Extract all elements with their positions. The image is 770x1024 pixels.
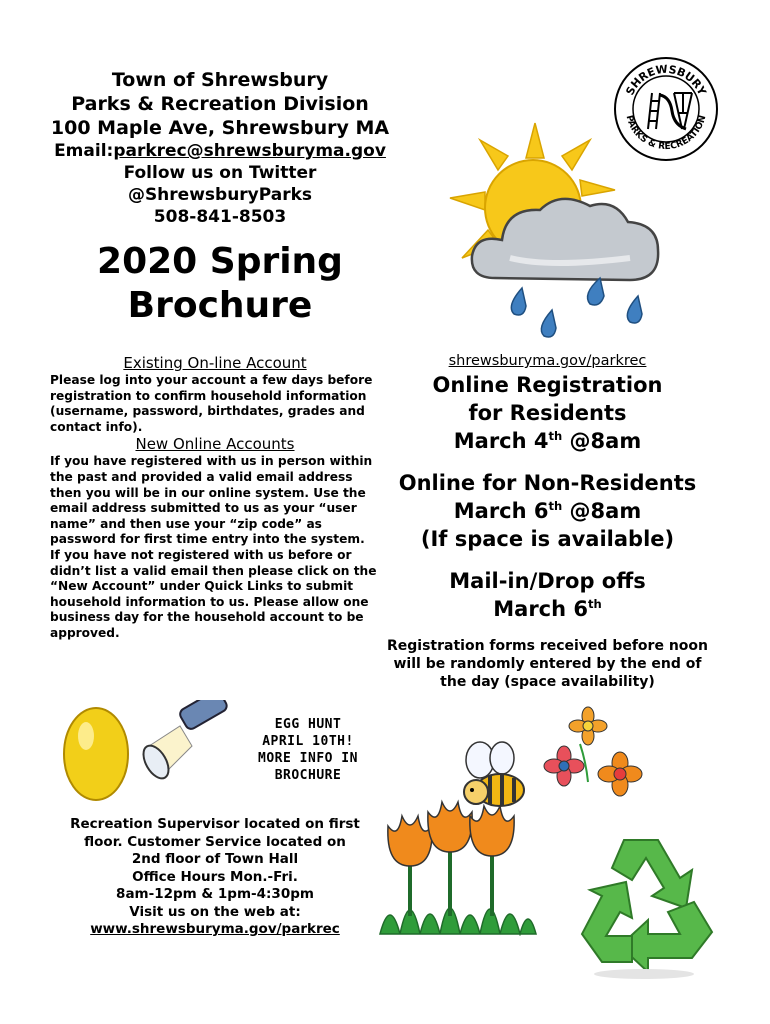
twitter-line: Follow us on Twitter: [123, 163, 317, 183]
tulip-icon: [380, 802, 536, 934]
website-link[interactable]: www.shrewsburyma.gov/parkrec: [90, 921, 340, 937]
weather-illustration: [440, 118, 680, 348]
recycle-icon: [562, 822, 722, 982]
mail-in-heading: Mail-in/Drop offs: [449, 569, 646, 593]
residents-date: March 4th @8am: [453, 429, 642, 453]
title-line-2: Brochure: [127, 285, 313, 326]
mail-in-date: March 6th: [493, 597, 602, 621]
header-block: [40, 68, 400, 228]
title-line-1: 2020 Spring: [97, 241, 343, 282]
flashlight-icon: [138, 700, 228, 783]
residents-line-1: Online Registration: [432, 373, 663, 397]
office-line-1: Recreation Supervisor located on first: [70, 816, 360, 832]
email-line: [40, 140, 400, 162]
logo-top-text: SHREWSBURY: [623, 62, 709, 98]
registration-info: [380, 352, 715, 691]
nonresidents-date: March 6th @8am: [453, 499, 642, 523]
new-accounts-heading: New Online Accounts: [135, 435, 295, 454]
registration-url[interactable]: shrewsburyma.gov/parkrec: [448, 353, 647, 369]
office-line-4: Office Hours Mon.-Fri.: [132, 868, 298, 885]
email-label: Email:: [54, 141, 114, 161]
existing-account-heading: Existing On-line Account: [123, 354, 307, 372]
residents-line-2: for Residents: [468, 401, 627, 425]
flower-icon: [544, 707, 642, 796]
office-line-6: Visit us on the web at:: [129, 903, 301, 920]
rain-icon: [511, 278, 642, 337]
address: 100 Maple Ave, Shrewsbury MA: [50, 117, 390, 139]
office-info: [55, 816, 375, 939]
mail-in-note: Registration forms received before noon will be randomly entered by the end of the day (space availability): [386, 638, 708, 690]
account-instructions: [50, 354, 380, 642]
nonresidents-line-1: Online for Non-Residents: [398, 471, 697, 495]
page-title: [40, 240, 400, 328]
town-name: Town of Shrewsbury: [111, 69, 329, 91]
egg-hunt-line-2: APRIL 10TH!: [262, 734, 354, 749]
new-accounts-text-2: If you have not registered with us before or didn’t list a valid email then please click on the “New Account” under Quick Links to submit household information to us. Please allow one business day for the household account to be approved.: [50, 547, 377, 640]
phone-number: 508-841-8503: [153, 207, 287, 227]
email-link[interactable]: parkrec@shrewsburyma.gov: [113, 141, 386, 161]
existing-account-text: Please log into your account a few days before registration to confirm household information (username, password, birthdates, grades and contact info).: [50, 373, 373, 434]
flowers-illustration: [540, 704, 650, 814]
office-line-3: 2nd floor of Town Hall: [131, 851, 299, 867]
egg-hunt-line-4: BROCHURE: [274, 768, 342, 783]
office-line-5: 8am-12pm & 1pm-4:30pm: [116, 886, 314, 902]
egg-hunt-line-3: MORE INFO IN: [258, 751, 358, 766]
tulips-illustration: [370, 786, 540, 936]
division-name: Parks & Recreation Division: [71, 93, 369, 115]
nonresidents-note: (If space is available): [420, 527, 675, 551]
egg-icon: [64, 708, 128, 800]
new-accounts-text-1: If you have registered with us in person within the past and provided a valid email address then you will be in our online system. Use the email address submitted to us as your “user name” and then use your “zip code” as password for first time entry into the system.: [50, 454, 373, 547]
logo-bottom-text: PARKS & RECREATION: [623, 114, 709, 153]
twitter-handle: @ShrewsburyParks: [127, 185, 313, 205]
egg-hunt-illustration: [60, 700, 240, 810]
egg-hunt-line-1: EGG HUNT: [274, 717, 342, 732]
egg-hunt-notice: [248, 716, 368, 784]
office-line-2: floor. Customer Service located on: [84, 833, 346, 850]
